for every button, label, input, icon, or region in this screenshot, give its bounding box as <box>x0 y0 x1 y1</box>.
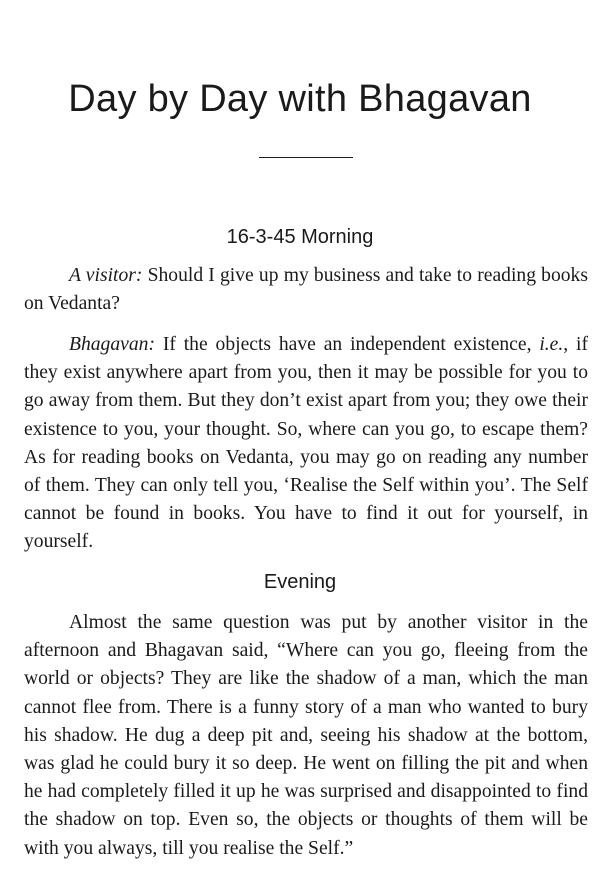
paragraph-bhagavan-answer <box>24 331 588 557</box>
title-divider <box>259 157 353 158</box>
speaker-label-bhagavan: Bhagavan: <box>69 334 155 355</box>
visitor-question-text: Should I give up my business and take to reading books on Vedanta? <box>24 265 588 315</box>
chapter-title: Day by Day with Bhagavan <box>68 78 532 120</box>
section-heading-evening: Evening <box>263 571 337 593</box>
answer-text-part-b: , if they exist anywhere apart from you, then it may be possible for you to go away from them. But they don’t exist apart from you; they owe their existence to you, your thought. So, where can you go, to escape them? As for reading books on Vedanta, you may go on reading any number of them. They can only tell you, ‘Realise the Self within you’. The Self cannot be found in books. You have to find it out for yourself, in yourself. <box>24 334 588 553</box>
paragraph-evening-story: Almost the same question was put by another visitor in the afternoon and Bhagavan said, “Where can you go, fleeing from the world or objects? They are like the shadow of a man, which the man cannot flee from. There is a funny story of a man who wanted to bury his shadow. He dug a deep pit and, seeing his shadow at the bottom, was glad he could bury it so deep. He went on filling the pit and when he had completely filled it up he was surprised and disappointed to find the shadow on top. Even so, the objects or thoughts of them will be with you always, till you realise the Self.” <box>24 612 588 859</box>
speaker-label-visitor: A visitor: <box>69 265 143 286</box>
answer-text-part-a: If the objects have an independent existence, <box>154 334 540 355</box>
section-heading-morning: 16-3-45 Morning <box>226 226 374 248</box>
abbreviation-ie: i.e. <box>539 334 564 355</box>
paragraph-visitor-question <box>24 262 588 318</box>
